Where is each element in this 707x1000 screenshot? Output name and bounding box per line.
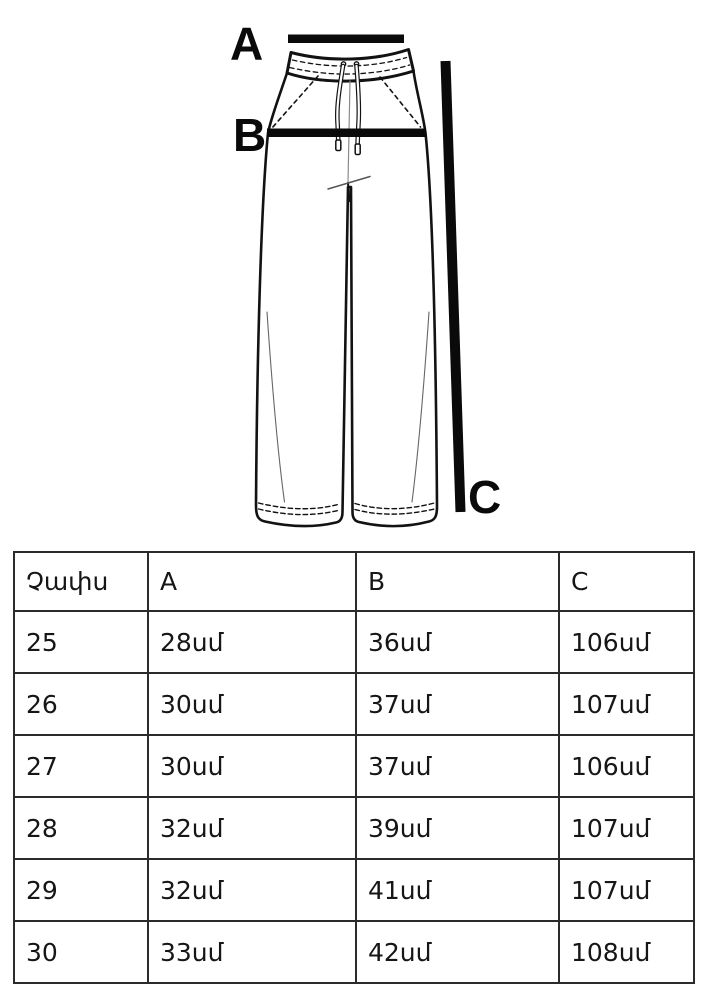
size-value: 26 bbox=[14, 673, 148, 735]
col-header-b: B bbox=[356, 552, 559, 611]
aglet-left-icon bbox=[336, 140, 341, 151]
size-value: 25 bbox=[14, 611, 148, 673]
size-value: 29 bbox=[14, 859, 148, 921]
measure-c-value: 106սմ bbox=[559, 735, 694, 797]
measure-b-bar bbox=[267, 129, 426, 138]
table-row bbox=[14, 859, 694, 921]
measure-a-value: 30սմ bbox=[148, 673, 356, 735]
measure-a-value: 33սմ bbox=[148, 921, 356, 983]
size-table-header-row bbox=[14, 552, 694, 611]
measure-c-value: 107սմ bbox=[559, 673, 694, 735]
measure-c-bar bbox=[446, 61, 461, 512]
measure-c-value: 106սմ bbox=[559, 611, 694, 673]
measure-b-value: 37սմ bbox=[356, 673, 559, 735]
size-value: 27 bbox=[14, 735, 148, 797]
table-row bbox=[14, 735, 694, 797]
measure-c-value: 107սմ bbox=[559, 797, 694, 859]
measure-b-value: 41սմ bbox=[356, 859, 559, 921]
aglet-right-icon bbox=[355, 144, 360, 155]
measure-a-value: 32սմ bbox=[148, 797, 356, 859]
measure-c-value: 107սմ bbox=[559, 859, 694, 921]
table-row bbox=[14, 797, 694, 859]
measure-a-label: A bbox=[230, 17, 264, 70]
measure-b-value: 37սմ bbox=[356, 735, 559, 797]
measure-b-label: B bbox=[233, 109, 267, 161]
table-row bbox=[14, 611, 694, 673]
measure-b-value: 39սմ bbox=[356, 797, 559, 859]
measure-c-value: 108սմ bbox=[559, 921, 694, 983]
size-value: 30 bbox=[14, 921, 148, 983]
col-header-a: A bbox=[148, 552, 356, 611]
measure-c-label: C bbox=[468, 471, 502, 523]
table-row bbox=[14, 921, 694, 983]
measure-a-value: 30սմ bbox=[148, 735, 356, 797]
size-table bbox=[13, 551, 695, 984]
measure-a-value: 28սմ bbox=[148, 611, 356, 673]
measure-a-value: 32սմ bbox=[148, 859, 356, 921]
pants-body-outline bbox=[256, 71, 437, 526]
waistband bbox=[287, 50, 414, 82]
size-value: 28 bbox=[14, 797, 148, 859]
measure-a-bar bbox=[288, 35, 404, 44]
measure-b-value: 42սմ bbox=[356, 921, 559, 983]
col-header-c: C bbox=[559, 552, 694, 611]
table-row bbox=[14, 673, 694, 735]
col-header-size: Չափս bbox=[14, 552, 148, 611]
measure-b-value: 36սմ bbox=[356, 611, 559, 673]
